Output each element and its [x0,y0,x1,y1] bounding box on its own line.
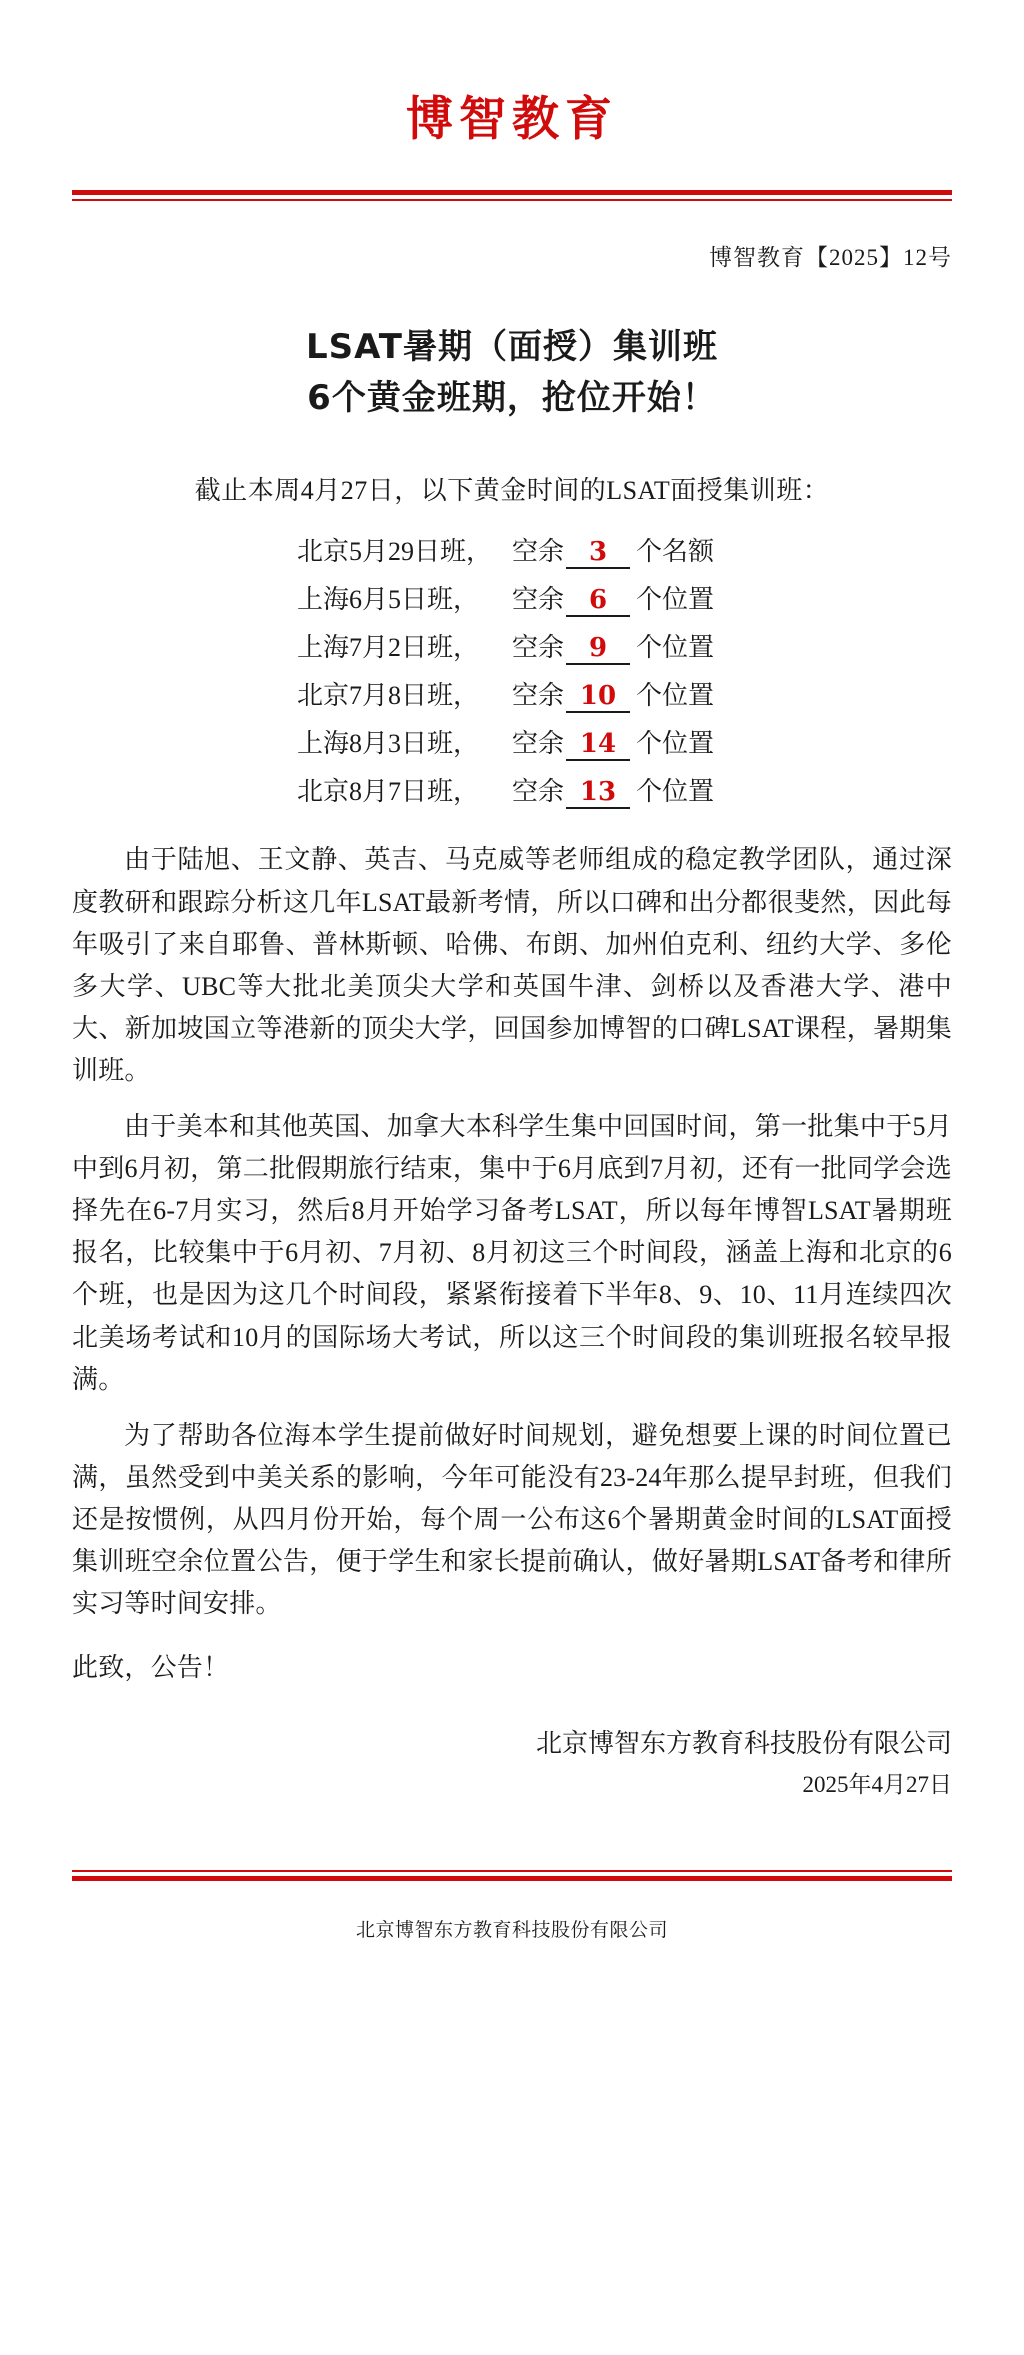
list-item [297,579,727,617]
header-rule-thick [72,190,952,195]
slot-label: 空余 [512,681,565,711]
page-title [72,322,952,424]
intro-text: 截止本周4月27日，以下黄金时间的LSAT面授集训班： [194,476,830,506]
slot-unit: 个位置 [636,633,715,663]
page-title-line-2: 6个黄金班期，抢位开始！ [307,378,717,419]
slot-class-name: 北京8月7日班， [297,777,480,807]
page-title-line-1: LSAT暑期（面授）集训班 [305,327,719,368]
header-divider [72,190,952,201]
slot-count: 13 [566,777,630,809]
body-paragraph: 由于美本和其他英国、加拿大本科学生集中回国时间，第一批集中于5月中到6月初，第二批假期旅行结束，集中于6月底到7月初，还有一批同学会选择先在6-7月实习，然后8月开始学习备考LSAT，所以每年博智LSAT暑期班报名，比较集中于6月初、7月初、8月初这三个时间段，涵盖上海和北京的6个班，也是因为这几个时间段，紧紧衔接着下半年8、9、10、11月连续四次北美场考试和10月的国际场大考试，所以这三个时间段的集训班报名较早报满。 [72,1112,952,1394]
document-body [72,839,952,1689]
signature-block [72,1723,952,1803]
footer-company: 北京博智东方教育科技股份有限公司 [355,1918,668,1941]
header-rule-thin [72,199,952,201]
slot-class-name: 上海7月2日班， [297,633,480,663]
list-item [297,771,727,809]
slot-unit: 个位置 [636,729,715,759]
organization-title: 博智教育 [406,92,618,147]
list-item [297,627,727,665]
slot-count: 6 [566,585,630,617]
slot-count: 14 [566,729,630,761]
slot-unit: 个名额 [636,537,715,567]
footer-rule-thin [72,1870,952,1872]
slot-class-name: 北京5月29日班， [297,537,493,567]
slot-class-name: 北京7月8日班， [297,681,480,711]
slot-count: 3 [566,537,630,569]
document-footer [72,1870,952,1982]
list-item [297,531,727,569]
slot-count: 9 [566,633,630,665]
signature-company: 北京博智东方教育科技股份有限公司 [535,1729,952,1759]
slot-unit: 个位置 [636,681,715,711]
document-number: 博智教育【2025】12号 [709,245,952,271]
list-item [297,723,727,761]
document-header [72,0,952,272]
slot-label: 空余 [512,633,565,663]
list-item [297,675,727,713]
body-paragraph: 由于陆旭、王文静、英吉、马克威等老师组成的稳定教学团队，通过深度教研和跟踪分析这几年LSAT最新考情，所以口碑和出分都很斐然，因此每年吸引了来自耶鲁、普林斯顿、哈佛、布朗、加州伯克利、纽约大学、多伦多大学、UBC等大批北美顶尖大学和英国牛津、剑桥以及香港大学、港中大、新加坡国立等港新的顶尖大学，回国参加博智的口碑LSAT课程，暑期集训班。 [72,845,952,1085]
slot-label: 空余 [512,777,565,807]
availability-list [72,531,952,809]
slot-label: 空余 [512,537,565,567]
slot-unit: 个位置 [636,585,715,615]
slot-count: 10 [566,681,630,713]
slot-class-name: 上海6月5日班， [297,585,480,615]
slot-label: 空余 [512,585,565,615]
body-paragraph: 为了帮助各位海本学生提前做好时间规划，避免想要上课的时间位置已满，虽然受到中美关系的影响，今年可能没有23-24年那么提早封班，但我们还是按惯例，从四月份开始，每个周一公布这6个暑期黄金时间的LSAT面授集训班空余位置公告，便于学生和家长提前确认，做好暑期LSAT备考和律所实习等时间安排。 [72,1420,952,1619]
signature-date: 2025年4月27日 [802,1772,952,1798]
slot-unit: 个位置 [636,777,715,807]
closing-text: 此致，公告！ [72,1653,230,1683]
slot-class-name: 上海8月3日班， [297,729,480,759]
slot-label: 空余 [512,729,565,759]
